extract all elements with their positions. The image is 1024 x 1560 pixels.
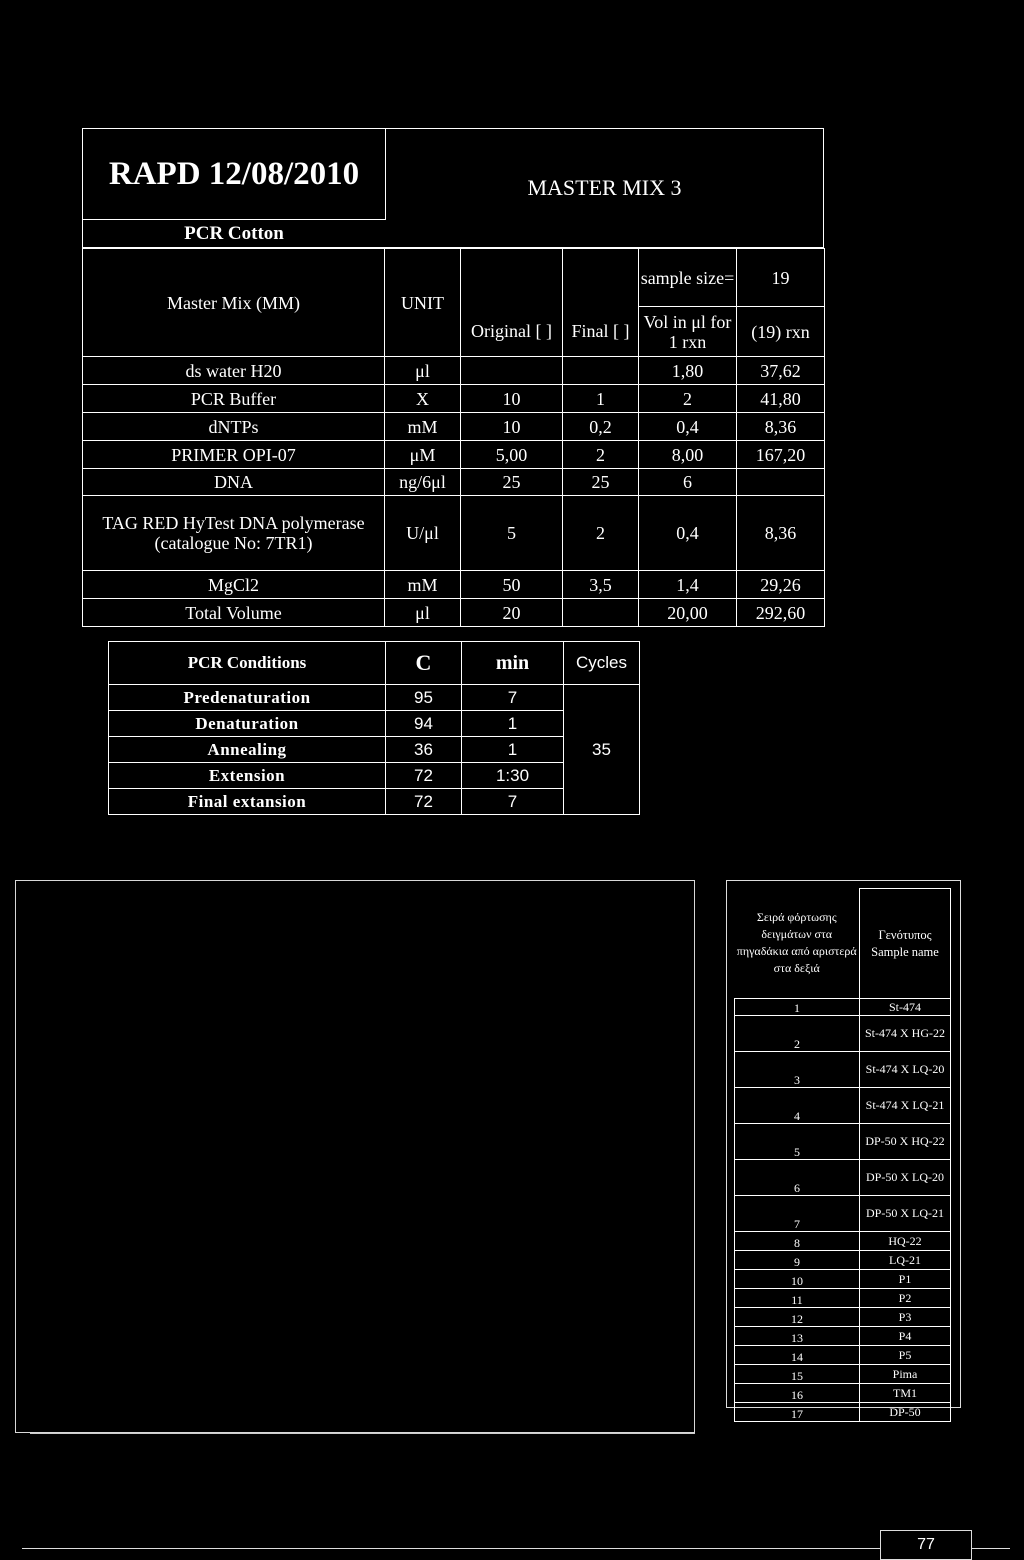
reagent-unit: mM xyxy=(385,571,461,599)
reagent-unit: X xyxy=(385,385,461,413)
step-temp: 36 xyxy=(386,737,462,763)
reagent-unit: ng/6μl xyxy=(385,469,461,496)
column-header-cycles: Cycles xyxy=(564,642,640,685)
sample-name: St-474 X LQ-21 xyxy=(860,1088,951,1124)
table-row xyxy=(735,1251,951,1270)
table-row xyxy=(109,642,640,685)
table-row xyxy=(735,1289,951,1308)
table-row xyxy=(109,685,640,711)
table-row xyxy=(735,1403,951,1422)
column-header-vol-per-rxn: Vol in μl for 1 rxn xyxy=(639,307,737,357)
table-row xyxy=(735,1016,951,1052)
step-name: Denaturation xyxy=(109,711,386,737)
pcr-conditions-title: PCR Conditions xyxy=(109,642,386,685)
master-mix-table xyxy=(82,128,824,627)
table-row xyxy=(83,441,825,469)
step-min: 1 xyxy=(462,737,564,763)
reagent-unit: μl xyxy=(385,599,461,627)
table-row xyxy=(109,789,640,815)
sample-name: DP-50 X HQ-22 xyxy=(860,1124,951,1160)
table-row xyxy=(735,1365,951,1384)
reagent-vol: 1,80 xyxy=(639,357,737,385)
sample-number: 13 xyxy=(735,1327,860,1346)
table-row xyxy=(735,1088,951,1124)
footer-rule xyxy=(22,1548,880,1549)
reagent-original: 25 xyxy=(461,469,563,496)
table-row xyxy=(735,1308,951,1327)
reagent-name: ds water H20 xyxy=(83,357,385,385)
column-header-min: min xyxy=(462,642,564,685)
reagent-name: dNTPs xyxy=(83,413,385,441)
sample-number: 15 xyxy=(735,1365,860,1384)
reagent-name: MgCl2 xyxy=(83,571,385,599)
table-row xyxy=(735,1160,951,1196)
column-header-genotype: Γενότυπος Sample name xyxy=(860,889,951,999)
table-row xyxy=(735,999,951,1016)
column-header-unit: UNIT xyxy=(385,249,461,357)
column-header-vol-total: (19) rxn xyxy=(737,307,825,357)
step-name: Predenaturation xyxy=(109,685,386,711)
sample-name: TM1 xyxy=(860,1384,951,1403)
sample-order-table xyxy=(734,888,951,1422)
sample-number: 1 xyxy=(735,999,860,1016)
table-row xyxy=(109,763,640,789)
step-temp: 72 xyxy=(386,789,462,815)
sample-number: 16 xyxy=(735,1384,860,1403)
reagent-total: 167,20 xyxy=(737,441,825,469)
reagent-name: PRIMER OPI-07 xyxy=(83,441,385,469)
sample-name: P5 xyxy=(860,1346,951,1365)
sample-name: LQ-21 xyxy=(860,1251,951,1270)
sample-name: P1 xyxy=(860,1270,951,1289)
reagent-original: 20 xyxy=(461,599,563,627)
step-min: 7 xyxy=(462,789,564,815)
table-row xyxy=(109,711,640,737)
column-header-temp: C xyxy=(386,642,462,685)
sample-number: 5 xyxy=(735,1124,860,1160)
reagent-original: 10 xyxy=(461,413,563,441)
sample-number: 4 xyxy=(735,1088,860,1124)
table-row xyxy=(83,496,825,571)
table-row xyxy=(735,1346,951,1365)
table-row xyxy=(735,1124,951,1160)
sample-number: 17 xyxy=(735,1403,860,1422)
table-row xyxy=(735,1384,951,1403)
footer-rule xyxy=(972,1548,1010,1549)
sample-name: Pima xyxy=(860,1365,951,1384)
step-temp: 94 xyxy=(386,711,462,737)
column-header-master-mix: Master Mix (MM) xyxy=(83,249,385,357)
sample-name: St-474 X HG-22 xyxy=(860,1016,951,1052)
reagent-original: 10 xyxy=(461,385,563,413)
page-number: 77 xyxy=(880,1530,972,1560)
reagent-unit: U/μl xyxy=(385,496,461,571)
step-name: Annealing xyxy=(109,737,386,763)
sample-number: 3 xyxy=(735,1052,860,1088)
step-min: 1:30 xyxy=(462,763,564,789)
sample-name: HQ-22 xyxy=(860,1232,951,1251)
sample-number: 7 xyxy=(735,1196,860,1232)
divider xyxy=(30,1433,695,1434)
sample-number: 6 xyxy=(735,1160,860,1196)
reagent-unit: μl xyxy=(385,357,461,385)
reagent-vol: 0,4 xyxy=(639,496,737,571)
table-row xyxy=(735,1196,951,1232)
table-row xyxy=(83,599,825,627)
reagent-final: 3,5 xyxy=(563,571,639,599)
column-header-final: Final [ ] xyxy=(563,307,639,357)
table-row xyxy=(735,889,951,999)
master-mix-name: MASTER MIX 3 xyxy=(527,175,682,200)
table-row xyxy=(735,1327,951,1346)
step-name: Final extansion xyxy=(109,789,386,815)
step-temp: 95 xyxy=(386,685,462,711)
table-row xyxy=(735,1232,951,1251)
reagent-name: Total Volume xyxy=(83,599,385,627)
experiment-subtitle: PCR Cotton xyxy=(184,222,284,244)
table-row xyxy=(83,249,825,307)
reagent-unit: μM xyxy=(385,441,461,469)
table-row xyxy=(735,1270,951,1289)
sample-number: 9 xyxy=(735,1251,860,1270)
reagent-name: DNA xyxy=(83,469,385,496)
sample-name: St-474 X LQ-20 xyxy=(860,1052,951,1088)
reagent-name: TAG RED HyTest DNA polymerase (catalogue No: 7TR1) xyxy=(83,496,385,571)
reagent-total: 8,36 xyxy=(737,413,825,441)
reagent-total xyxy=(737,469,825,496)
table-row xyxy=(109,737,640,763)
reagent-final xyxy=(563,357,639,385)
reagent-original: 5,00 xyxy=(461,441,563,469)
table-row xyxy=(83,385,825,413)
table-row xyxy=(83,413,825,441)
reagent-vol: 20,00 xyxy=(639,599,737,627)
reagent-final xyxy=(563,599,639,627)
sample-number: 2 xyxy=(735,1016,860,1052)
step-temp: 72 xyxy=(386,763,462,789)
sample-name: St-474 xyxy=(860,999,951,1016)
step-min: 7 xyxy=(462,685,564,711)
sample-number: 10 xyxy=(735,1270,860,1289)
sample-name: P2 xyxy=(860,1289,951,1308)
reagent-total: 29,26 xyxy=(737,571,825,599)
reagent-original: 50 xyxy=(461,571,563,599)
reagent-total: 8,36 xyxy=(737,496,825,571)
step-min: 1 xyxy=(462,711,564,737)
sample-name: DP-50 X LQ-20 xyxy=(860,1160,951,1196)
reagent-vol: 2 xyxy=(639,385,737,413)
table-row xyxy=(83,469,825,496)
sample-number: 8 xyxy=(735,1232,860,1251)
master-mix-header xyxy=(82,128,824,248)
sample-name: P3 xyxy=(860,1308,951,1327)
sample-number: 12 xyxy=(735,1308,860,1327)
reagent-name: PCR Buffer xyxy=(83,385,385,413)
column-header-original: Original [ ] xyxy=(461,307,563,357)
reagent-unit: mM xyxy=(385,413,461,441)
cycles-value: 35 xyxy=(564,685,640,815)
experiment-title: RAPD 12/08/2010 xyxy=(83,129,386,220)
sample-number: 14 xyxy=(735,1346,860,1365)
sample-size-value: 19 xyxy=(737,249,825,307)
step-name: Extension xyxy=(109,763,386,789)
reagent-vol: 0,4 xyxy=(639,413,737,441)
table-row xyxy=(83,357,825,385)
gel-image-frame xyxy=(15,880,695,1433)
reagent-total: 41,80 xyxy=(737,385,825,413)
table-row xyxy=(735,1052,951,1088)
column-header-sample-size: sample size= xyxy=(639,249,737,307)
reagent-final: 0,2 xyxy=(563,413,639,441)
reagent-final: 2 xyxy=(563,496,639,571)
reagent-vol: 8,00 xyxy=(639,441,737,469)
reagent-vol: 1,4 xyxy=(639,571,737,599)
reagent-total: 292,60 xyxy=(737,599,825,627)
table-row xyxy=(83,571,825,599)
reagent-final: 2 xyxy=(563,441,639,469)
sample-number: 11 xyxy=(735,1289,860,1308)
reagent-total: 37,62 xyxy=(737,357,825,385)
reagent-final: 1 xyxy=(563,385,639,413)
column-header-order: Σειρά φόρτωσης δειγμάτων στα πηγαδάκια από αριστερά στα δεξιά xyxy=(735,889,860,999)
sample-name: DP-50 xyxy=(860,1403,951,1422)
master-mix-grid xyxy=(82,248,825,627)
reagent-original xyxy=(461,357,563,385)
sample-order-panel xyxy=(726,880,961,1421)
pcr-conditions-grid xyxy=(108,641,640,815)
pcr-conditions-table xyxy=(108,641,640,815)
reagent-final: 25 xyxy=(563,469,639,496)
sample-name: DP-50 X LQ-21 xyxy=(860,1196,951,1232)
sample-name: P4 xyxy=(860,1327,951,1346)
reagent-original: 5 xyxy=(461,496,563,571)
reagent-vol: 6 xyxy=(639,469,737,496)
